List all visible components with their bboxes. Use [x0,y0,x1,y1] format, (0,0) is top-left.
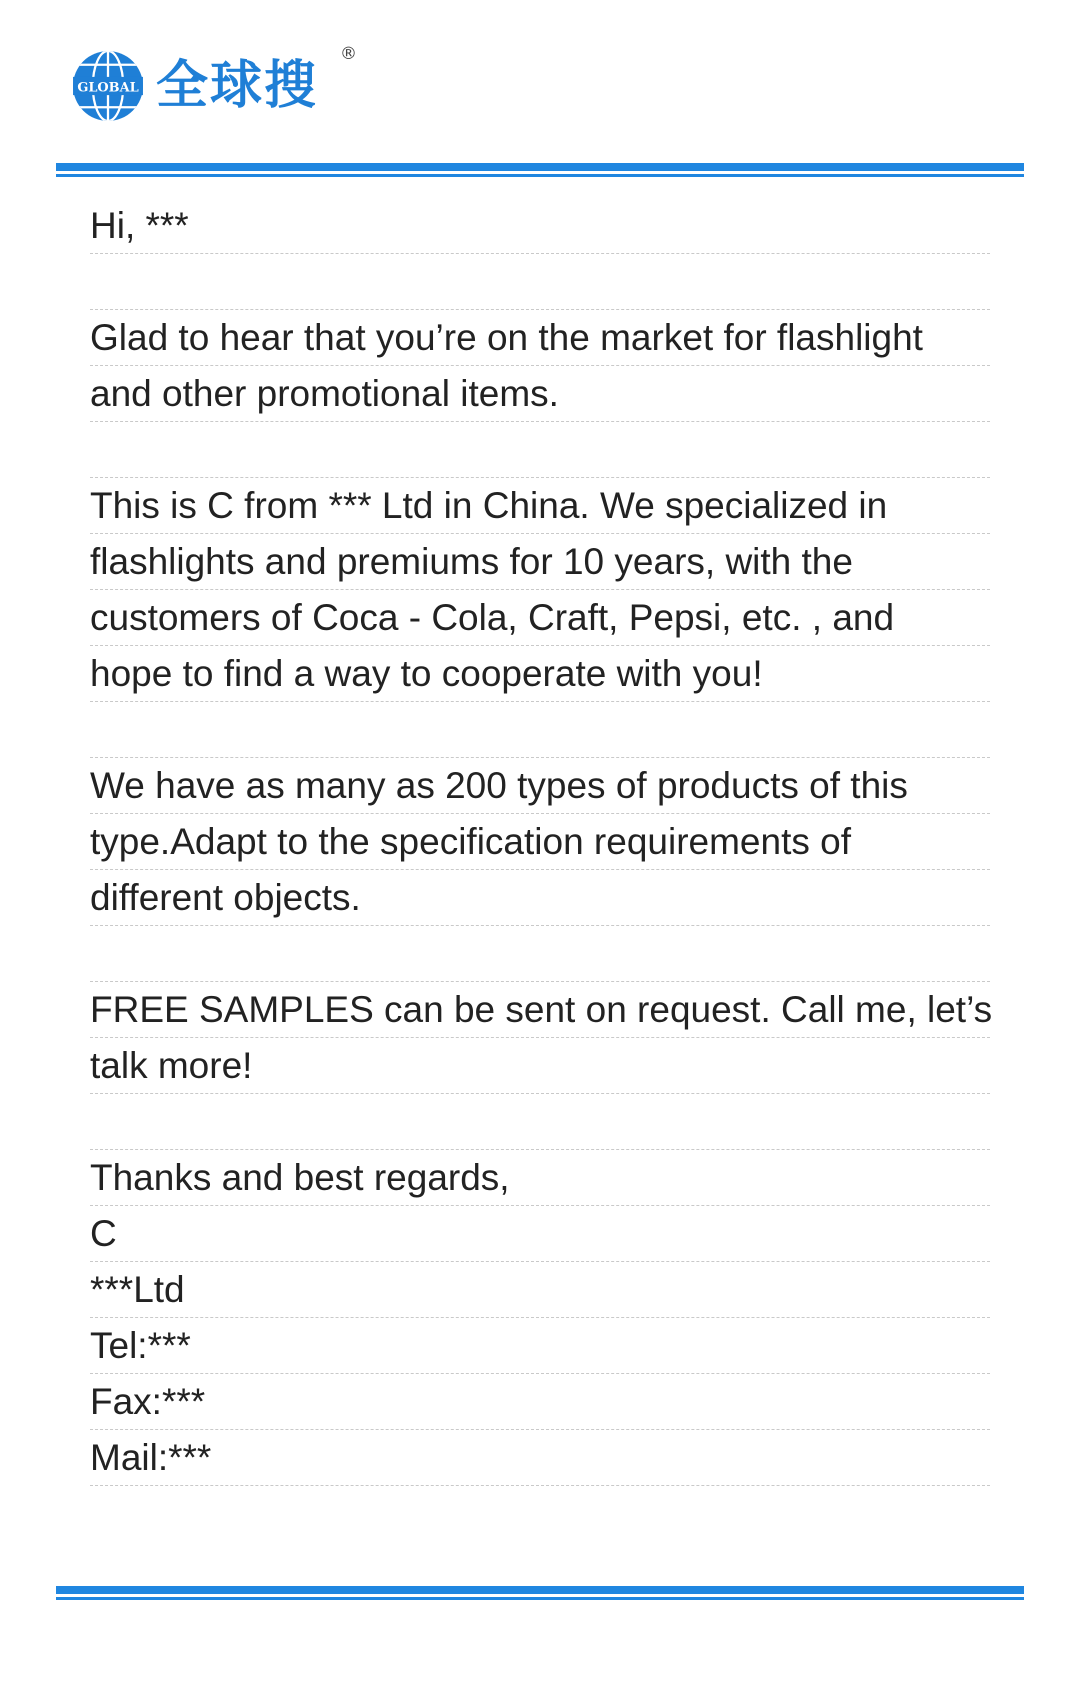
blank-line [90,422,990,478]
registered-mark: ® [340,44,357,64]
letter-line: flashlights and premiums for 10 years, with the [90,534,990,590]
letter-line: and other promotional items. [90,366,990,422]
letter-body [90,198,993,1486]
logo-globe-text: GLOBAL [77,80,139,96]
closing-line: Thanks and best regards, [90,1150,990,1206]
letter-line: customers of Coca - Cola, Craft, Pepsi, etc. , and [90,590,990,646]
letter-line: different objects. [90,870,990,926]
signature-fax: Fax:*** [90,1374,990,1430]
globe-icon [70,48,146,124]
bottom-divider [56,1586,1024,1600]
brand-logo [70,44,318,128]
greeting-line: Hi, *** [90,198,990,254]
letter-line: Glad to hear that you’re on the market for flashlight [90,310,990,366]
blank-line [90,926,990,982]
letter-line: This is C from *** Ltd in China. We specialized in [90,478,990,534]
signature-mail: Mail:*** [90,1430,990,1486]
signature-tel: Tel:*** [90,1318,990,1374]
letter-line: We have as many as 200 types of products of this [90,758,990,814]
blank-line [90,1094,990,1150]
letter-line: hope to find a way to cooperate with you! [90,646,990,702]
blank-line [90,254,990,310]
top-divider [56,163,1024,177]
letter-line: talk more! [90,1038,990,1094]
blank-line [90,702,990,758]
logo-name: 全球搜 [156,55,319,116]
signature-company: ***Ltd [90,1262,990,1318]
signature-name: C [90,1206,990,1262]
letter-line: type.Adapt to the specification requirements of [90,814,990,870]
letter-line: FREE SAMPLES can be sent on request. Call me, let’s [90,982,990,1038]
